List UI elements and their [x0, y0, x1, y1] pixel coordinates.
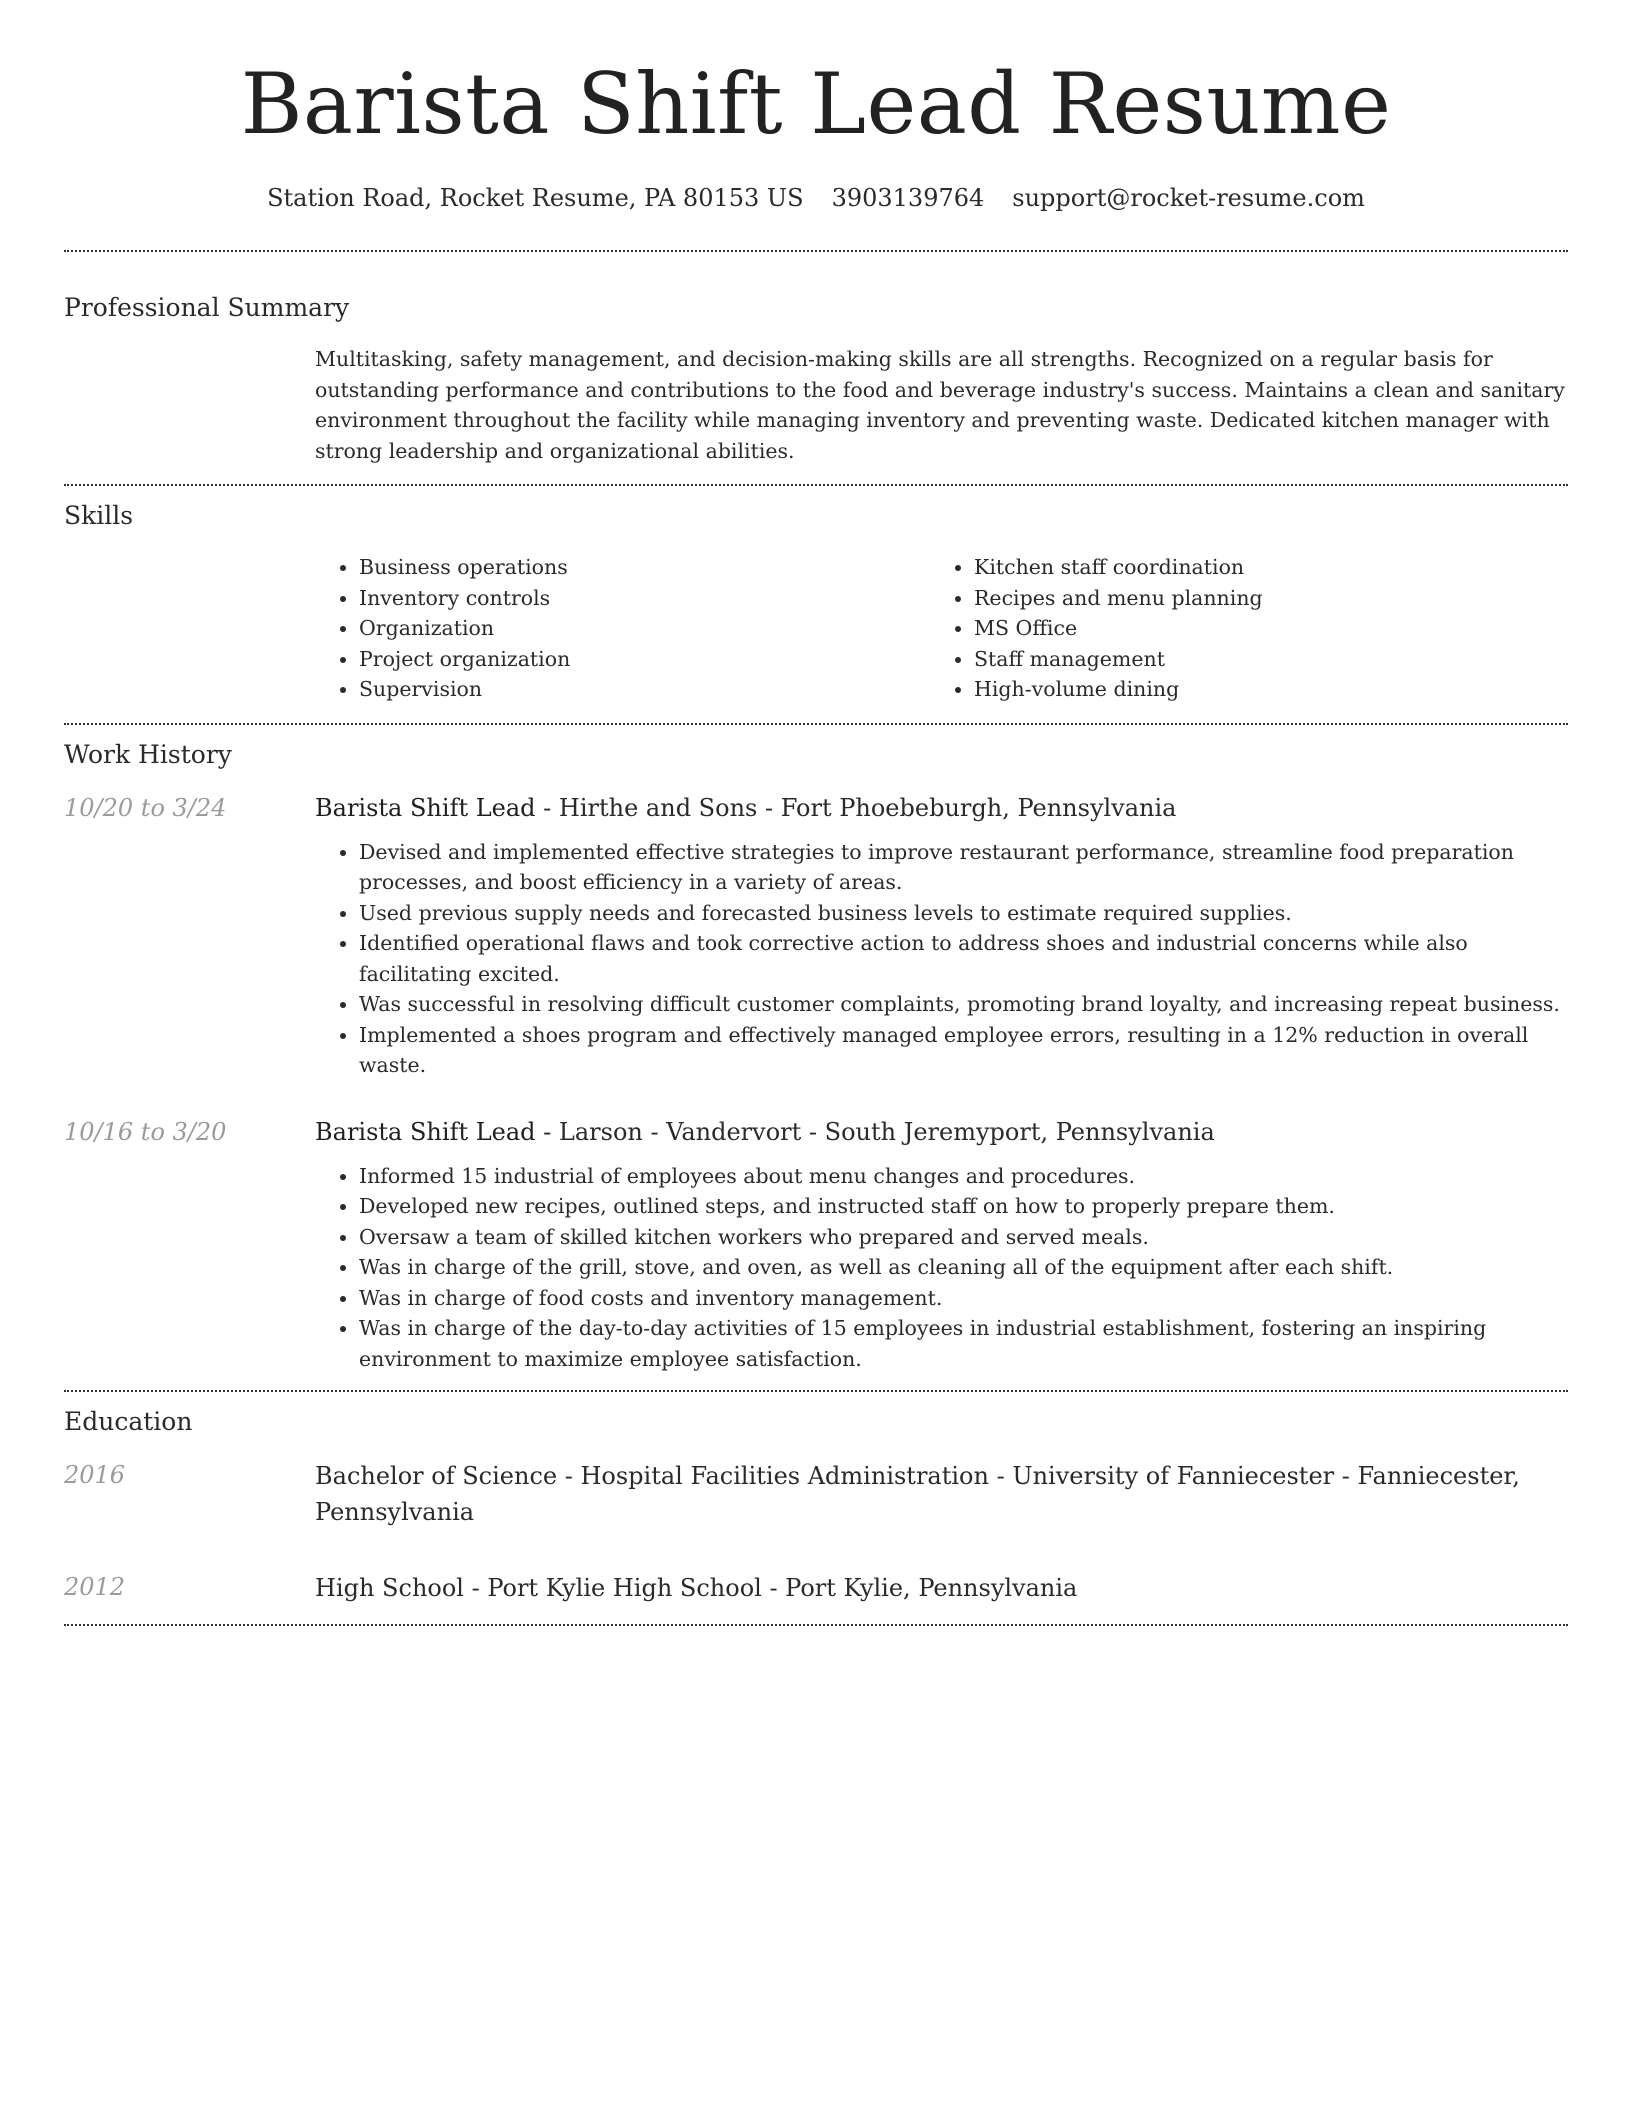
skill-item: • Project organization [359, 644, 930, 675]
job-bullet: • Informed 15 industrial of employees about menu changes and procedures. [359, 1161, 1568, 1192]
contact-line [64, 182, 1568, 214]
skill-item: • Supervision [359, 674, 930, 705]
skill-item: • Inventory controls [359, 583, 930, 614]
job-bullet: • Used previous supply needs and forecasted business levels to estimate required supplies. [359, 898, 1568, 929]
skills-list-left [315, 552, 930, 705]
skill-item: • Business operations [359, 552, 930, 583]
education-year: 2012 [64, 1573, 126, 1601]
education-entry [64, 1570, 1568, 1606]
job-role: Barista Shift Lead [315, 793, 536, 822]
skills-section [64, 486, 1568, 723]
job-role: Barista Shift Lead [315, 1117, 536, 1146]
job-entry [64, 1115, 1568, 1375]
job-employer-location: - Hirthe and Sons - Fort Phoebeburgh, Pennsylvania [535, 793, 1177, 822]
work-section [64, 725, 1568, 1375]
skill-item: • Kitchen staff coordination [974, 552, 1545, 583]
section-title-work: Work History [64, 739, 232, 769]
job-bullets [315, 837, 1568, 1081]
contact-address: Station Road, Rocket Resume, PA 80153 US [267, 184, 804, 212]
education-school-location: - Port Kylie High School - Port Kylie, Pennsylvania [463, 1574, 1078, 1602]
job-employer-location: - Larson - Vandervort - South Jeremyport, Pennsylvania [535, 1117, 1215, 1146]
skills-row [64, 552, 1568, 723]
skill-item: • High-volume dining [974, 674, 1545, 705]
education-details [315, 1570, 1568, 1606]
job-title-line [315, 1115, 1568, 1149]
job-bullet: • Implemented a shoes program and effectively managed employee errors, resulting in a 12% reduction in overall waste. [359, 1020, 1568, 1081]
job-bullet: • Was in charge of the day-to-day activities of 15 employees in industrial establishment, fostering an inspiring environment to maximize employee satisfaction. [359, 1313, 1568, 1374]
job-bullets [315, 1161, 1568, 1375]
section-title-education: Education [64, 1407, 193, 1436]
education-section [64, 1392, 1568, 1606]
summary-section [64, 252, 1568, 484]
education-year: 2016 [64, 1461, 126, 1489]
summary-text: Multitasking, safety management, and decision-making skills are all strengths. Recognized on a regular basis for outstanding performance and contributions to the food and beverage industry's success. Maintains a clean and sanitary environment throughout the facility while managing inventory and preventing waste. Dedicated kitchen manager with strong leadership and organizational abilities. [315, 347, 1565, 463]
education-degree: Bachelor of Science - Hospital Facilities Administration [315, 1462, 989, 1490]
skill-item: • Recipes and menu planning [974, 583, 1545, 614]
section-title-skills: Skills [64, 501, 134, 530]
job-body [315, 1115, 1568, 1375]
skills-left-spacer [64, 552, 315, 723]
skill-item: • Staff management [974, 644, 1545, 675]
job-body [315, 791, 1568, 1081]
job-bullet: • Identified operational flaws and took corrective action to address shoes and industrial concerns while also facilitating excited. [359, 928, 1568, 989]
skills-columns [315, 552, 1568, 723]
skill-item: • MS Office [974, 613, 1545, 644]
skills-list-right [930, 552, 1545, 705]
summary-left-spacer [64, 344, 315, 484]
section-title-summary: Professional Summary [64, 293, 350, 322]
education-school-location: - University of Fanniecester - Fanniecester, Pennsylvania [315, 1462, 1520, 1526]
resume-page [64, 0, 1568, 1626]
contact-phone: 3903139764 [831, 184, 985, 212]
divider [64, 1624, 1568, 1626]
job-bullet: • Was in charge of food costs and inventory management. [359, 1283, 1568, 1314]
job-bullet: • Was successful in resolving difficult customer complaints, promoting brand loyalty, and increasing repeat business. [359, 989, 1568, 1020]
job-dates: 10/20 to 3/24 [64, 793, 227, 822]
contact-email: support@rocket-resume.com [1012, 184, 1365, 212]
education-entry [64, 1458, 1568, 1530]
summary-row [64, 344, 1568, 484]
job-title-line [315, 791, 1568, 825]
job-entry [64, 791, 1568, 1081]
job-dates: 10/16 to 3/20 [64, 1117, 227, 1146]
skill-item: • Organization [359, 613, 930, 644]
job-bullet: • Devised and implemented effective strategies to improve restaurant performance, streamline food preparation processes, and boost efficiency in a variety of areas. [359, 837, 1568, 898]
job-bullet: • Developed new recipes, outlined steps, and instructed staff on how to properly prepare them. [359, 1191, 1568, 1222]
education-degree: High School [315, 1574, 464, 1602]
resume-title: Barista Shift Lead Resume [240, 55, 1392, 153]
job-bullet: • Was in charge of the grill, stove, and oven, as well as cleaning all of the equipment after each shift. [359, 1252, 1568, 1283]
job-bullet: • Oversaw a team of skilled kitchen workers who prepared and served meals. [359, 1222, 1568, 1253]
education-details [315, 1458, 1568, 1530]
